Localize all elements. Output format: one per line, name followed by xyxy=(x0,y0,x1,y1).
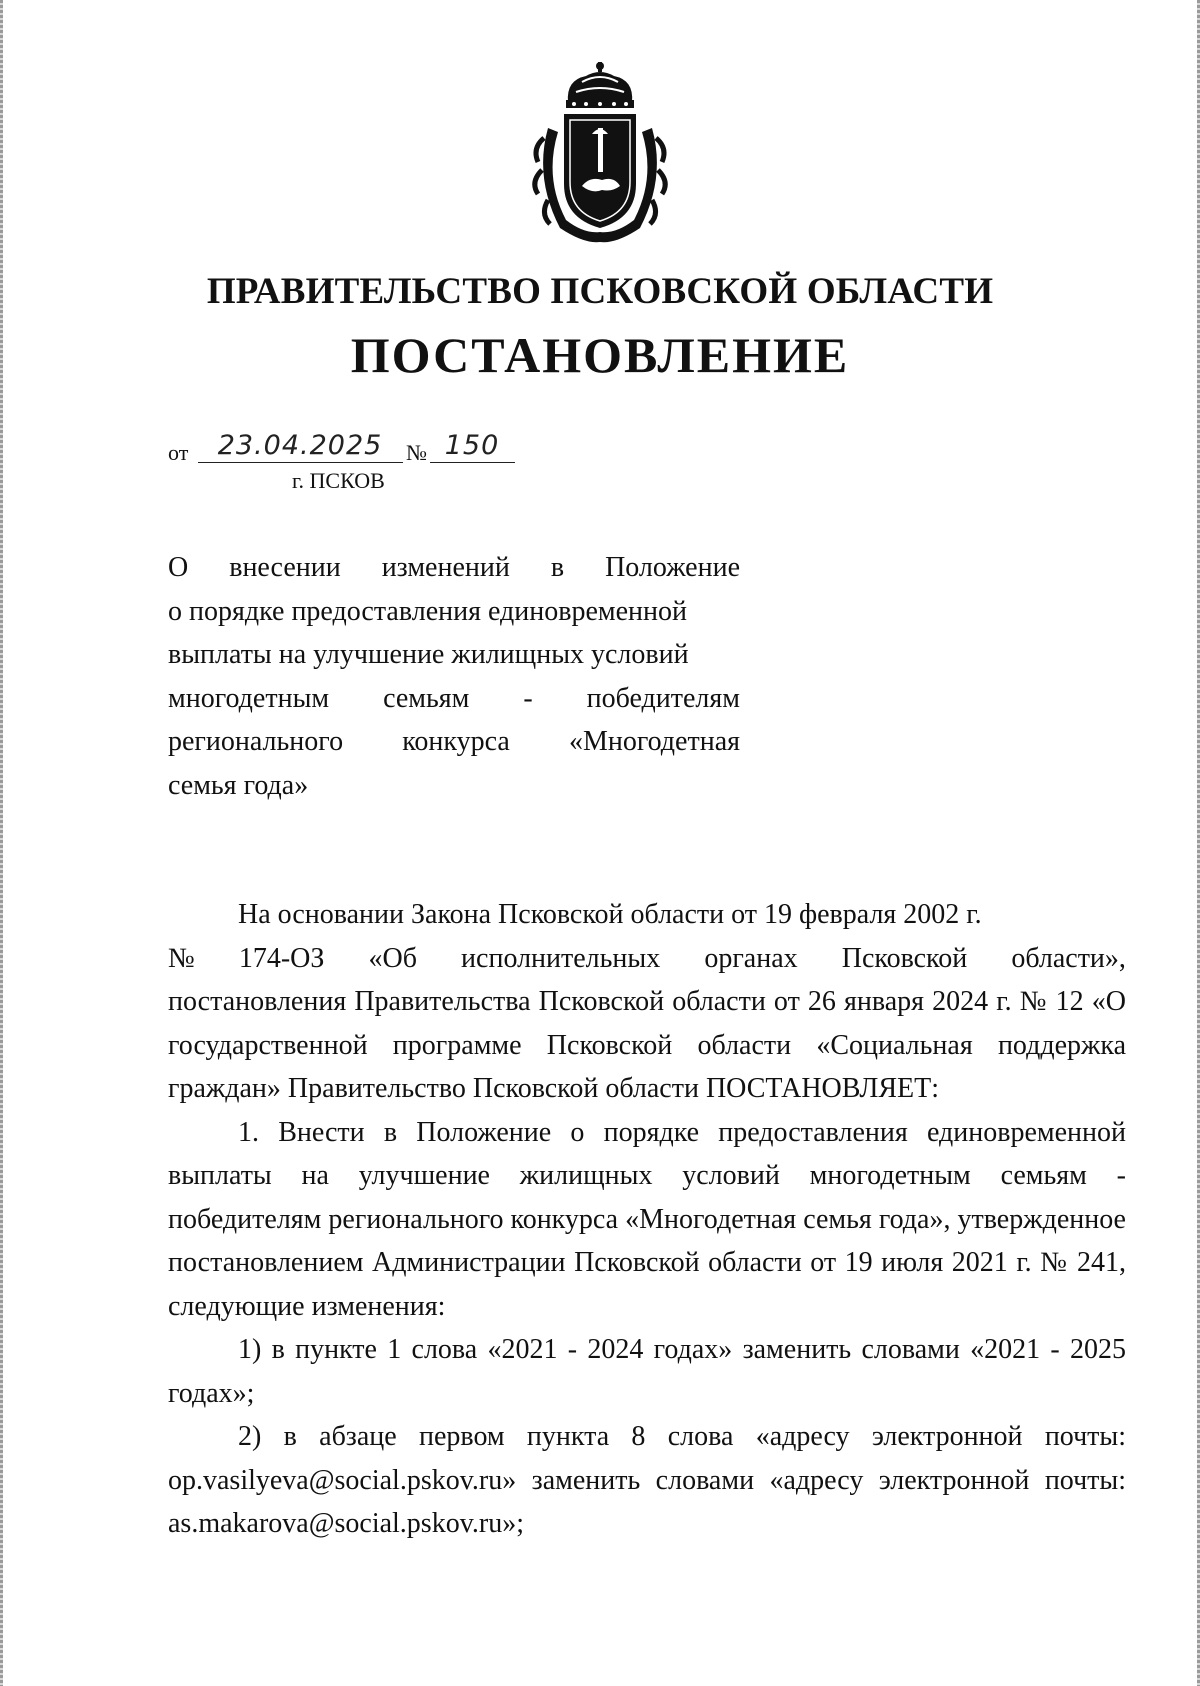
body-word: области», xyxy=(1011,942,1126,974)
title-word: О xyxy=(168,552,189,583)
body-word: Псковской xyxy=(841,942,968,974)
title-line xyxy=(168,677,740,721)
body-word: 174-ОЗ xyxy=(238,942,325,974)
title-word: семьям xyxy=(383,682,470,714)
number-underline xyxy=(430,462,515,463)
title-word: многодетным xyxy=(168,682,330,714)
date-label: от xyxy=(168,440,189,465)
title-line xyxy=(168,546,740,590)
body-word: № xyxy=(168,942,195,974)
title-line: семья года» xyxy=(168,769,309,801)
title-word: - xyxy=(523,682,533,714)
document-title xyxy=(168,546,740,807)
title-word: в xyxy=(550,552,565,583)
paragraph-basis-line-2 xyxy=(168,937,1126,981)
number-label: № xyxy=(406,440,427,465)
paragraph-basis-line-1: На основании Закона Псковской области от 19 февраля 2002 г. xyxy=(238,899,982,930)
pskov-coat-of-arms-icon xyxy=(530,58,670,248)
body-word: исполнительных xyxy=(461,942,661,974)
body-word: органах xyxy=(704,942,798,974)
paragraph-item-1: 1. Внести в Положение о порядке предоставления единовременной выплаты на улучшение жилищных условий многодетным семьям - победителям регионального конкурса «Многодетная семья года», утвержденное постановлением Администрации Псковской области от 19 июля 2021 г. № 241, следующие изменения: xyxy=(168,1116,1126,1322)
title-line: выплаты на улучшение жилищных условий xyxy=(168,639,689,670)
scan-edge-left xyxy=(0,0,3,1686)
city: г. ПСКОВ xyxy=(292,468,385,493)
document-date: 23.04.2025 xyxy=(217,430,383,461)
title-word: конкурса xyxy=(402,726,510,757)
title-line xyxy=(168,720,740,764)
document-number: 150 xyxy=(444,430,500,461)
paragraph-basis-rest: постановления Правительства Псковской области от 26 января 2024 г. № 12 «О государственной программе Псковской области «Социальная поддержка граждан» Правительство Псковской области ПОСТАНОВЛЯЕТ: xyxy=(168,986,1126,1104)
body-word: «Об xyxy=(368,942,417,974)
document-body xyxy=(168,893,1126,1546)
authority-title: ПРАВИТЕЛЬСТВО ПСКОВСКОЙ ОБЛАСТИ xyxy=(206,271,994,312)
title-word: изменений xyxy=(381,552,510,583)
paragraph-subitem-2: 2) в абзаце первом пункта 8 слова «адресу электронной почты: op.vasilyeva@social.pskov.ru» заменить словами «адресу электронной почты: as.makarova@social.pskov.ru»; xyxy=(168,1421,1126,1539)
paragraph-subitem-1: 1) в пункте 1 слова «2021 - 2024 годах» заменить словами «2021 - 2025 годах»; xyxy=(168,1334,1126,1409)
title-word: регионального xyxy=(168,726,344,757)
date-underline xyxy=(198,462,403,463)
title-word: внесении xyxy=(229,552,341,583)
document-type: ПОСТАНОВЛЕНИЕ xyxy=(350,327,850,383)
title-line: о порядке предоставления единовременной xyxy=(168,595,687,627)
title-word: Положение xyxy=(605,552,740,583)
title-word: победителям xyxy=(586,682,740,714)
title-word: «Многодетная xyxy=(568,726,740,757)
